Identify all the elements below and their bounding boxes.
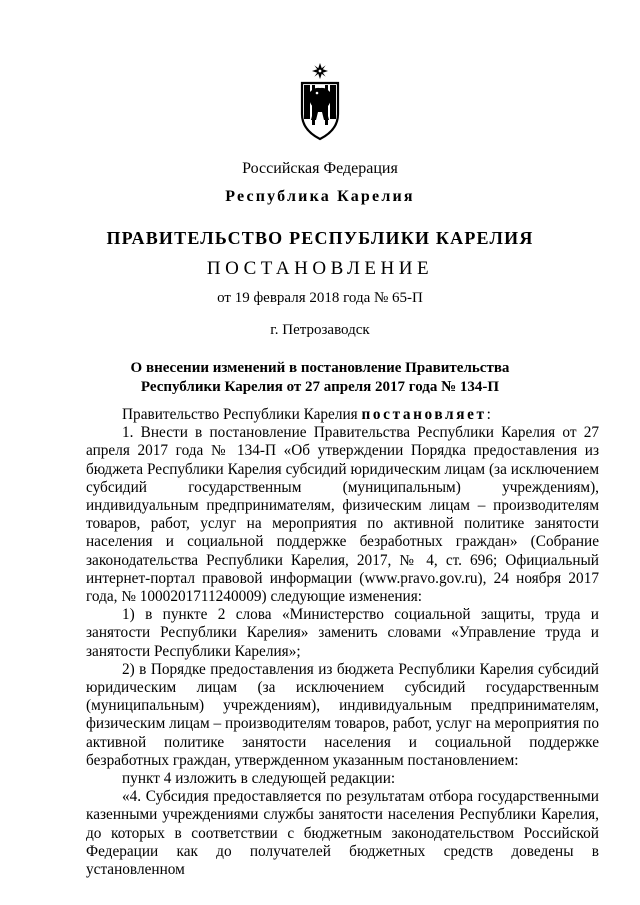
subject-line-2: Республики Карелия от 27 апреля 2017 года № 134-П: [140, 379, 500, 395]
government-title: ПРАВИТЕЛЬСТВО РЕСПУБЛИКИ КАРЕЛИЯ: [106, 228, 534, 248]
document-city: г. Петрозаводск: [270, 322, 370, 338]
document-type: ПОСТАНОВЛЕНИЕ: [206, 258, 434, 279]
paragraph-4: пункт 4 изложить в следующей редакции:: [122, 770, 396, 788]
document-body: [86, 406, 599, 879]
document-date-number: от 19 февраля 2018 года № 65-П: [217, 290, 423, 306]
subject-line-1: О внесении изменений в постановление Правительства: [130, 360, 510, 376]
paragraph-1: 1. Внести в постановление Правительства Республики Карелия от 27 апреля 2017 года № 134-П «Об утверждении Порядка предоставления из бюджета Республики Карелия субсидий юридическим лицам (за исключением субсидий государственным (муниципальным) учреждениям), индивидуальным предпринимателям, физическим лицам – производителям товаров, работ, услуг на мероприятия по активной политике занятости населения и социальной поддержке безработных граждан» (Собрание законодательства Республики Карелия, 2017, № 4, ст. 696; Официальный интернет-портал правовой информации (www.pravo.gov.ru), 24 ноября 2017 года, № 1000201711240009) следующие изменения:: [86, 424, 599, 606]
intro-text: Правительство Республики Карелия: [122, 406, 362, 423]
paragraph-3: 2) в Порядке предоставления из бюджета Республики Карелия субсидий юридическим лицам (за исключением субсидий государственным (муниципальным) учреждениям), индивидуальным предпринимателям, физическим лицам – производителям товаров, работ, услуг на мероприятия по активной политике занятости населения и социальной поддержке безработных граждан, утвержденном указанным постановлением:: [86, 660, 599, 769]
paragraph-5: «4. Субсидия предоставляется по результатам отбора государственными казенными учреждениями службы занятости населения Республики Карелия, до которых в соответствии с бюджетным законодательством Российской Федерации как до получателей бюджетных средств доведены в установленном: [86, 788, 599, 879]
document-subject: [0, 359, 640, 397]
country-name: Российская Федерация: [242, 160, 398, 177]
republic-name: Республика Карелия: [225, 188, 415, 205]
intro-keyword: постановляет: [361, 406, 487, 423]
karelia-coat-of-arms-icon: [296, 62, 344, 142]
paragraph-2: 1) в пункте 2 слова «Министерство социальной защиты, труда и занятости Республики Карелия» заменить словами «Управление труда и занятости Республики Карелия»;: [86, 606, 599, 660]
intro-paragraph: [86, 406, 599, 424]
intro-colon: :: [486, 406, 491, 423]
